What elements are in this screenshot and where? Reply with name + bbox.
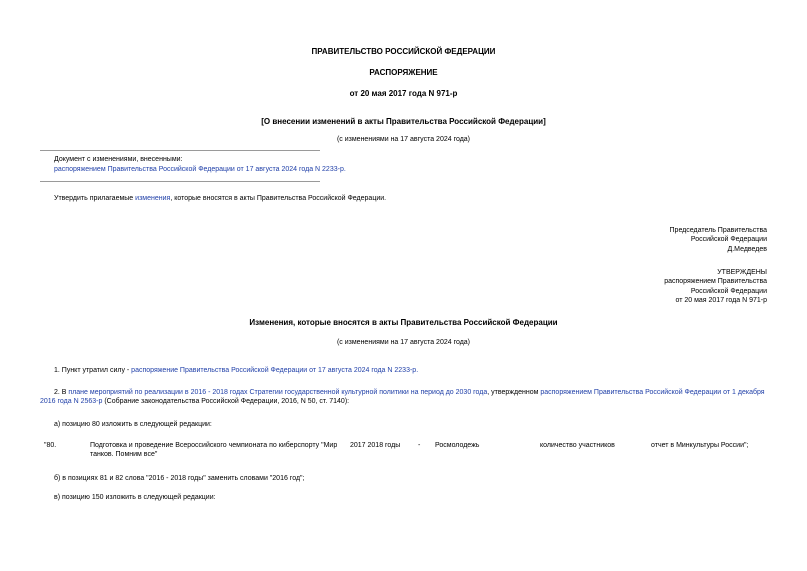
divider-bottom	[40, 181, 320, 182]
row80-description-line1: Подготовка и проведение Всероссийского чемпионата по киберспорту "Мир	[90, 442, 338, 449]
signature-name: Д.Медведев	[727, 245, 767, 253]
row80-dash: -	[418, 442, 421, 449]
sub-item-c: в) позицию 150 изложить в следующей редакции:	[54, 494, 216, 501]
approve-changes-link[interactable]: изменения	[135, 195, 171, 202]
approve-text-before: Утвердить прилагаемые	[54, 195, 136, 202]
signature-country: Российской Федерации	[690, 236, 767, 244]
approve-paragraph	[54, 194, 386, 203]
approved-country: Российской Федерации	[690, 287, 767, 295]
approved-title: УТВЕРЖДЕНЫ	[717, 269, 767, 276]
item-2-text-mid: , утвержденном	[487, 389, 541, 396]
changes-title: Изменения, которые вносятся в акты Правительства Российской Федерации	[249, 318, 558, 327]
item-1-link[interactable]: распоряжение Правительства Российской Федерации от 17 августа 2024 года N 2233-р.	[131, 367, 419, 374]
approved-by: распоряжением Правительства	[664, 278, 767, 286]
item-2	[40, 388, 770, 407]
row80-years: 2017 2018 годы	[350, 442, 401, 449]
changes-box-label: Документ с изменениями, внесенными:	[54, 156, 183, 163]
row80-organization: Росмолодежь	[435, 442, 480, 449]
approved-date: от 20 мая 2017 года N 971-р	[675, 297, 767, 305]
signature-block	[670, 226, 767, 254]
amended-note: (с изменениями на 17 августа 2024 года)	[336, 136, 471, 143]
sub-item-b: б) в позициях 81 и 82 слова "2016 - 2018 годы" заменить словами "2016 год";	[54, 475, 305, 482]
row80-description-line2: танков. Помним все"	[90, 451, 158, 459]
approved-block	[664, 268, 767, 306]
changes-box-link[interactable]: распоряжением Правительства Российской Федерации от 17 августа 2024 года N 2233-р.	[54, 166, 346, 173]
item-1	[54, 366, 418, 375]
row80-number: "80.	[44, 442, 57, 449]
item-2-plan-link[interactable]: плане мероприятий по реализации в 2016 - 2018 годах Стратегии государственной культурной политики на период до 2030 года	[68, 389, 488, 396]
sub-item-a: а) позицию 80 изложить в следующей редакции:	[54, 421, 212, 428]
row80-indicator: количество участников	[540, 442, 615, 449]
divider-top	[40, 150, 320, 151]
document-subject: [О внесении изменений в акты Правительства Российской Федерации]	[261, 117, 546, 126]
government-title: ПРАВИТЕЛЬСТВО РОССИЙСКОЙ ФЕДЕРАЦИИ	[311, 47, 496, 56]
changes-amended-note: (с изменениями на 17 августа 2024 года)	[336, 339, 471, 346]
item-1-text: 1. Пункт утратил силу -	[54, 367, 132, 374]
item-2-order-link[interactable]: распоряжением Правительства Российской Федерации от 1 декабря 2016 года N 2563-р	[40, 389, 765, 406]
document-type: РАСПОРЯЖЕНИЕ	[369, 68, 438, 77]
document-date-number: от 20 мая 2017 года N 971-р	[349, 89, 458, 98]
row80-report: отчет в Минкультуры России";	[651, 442, 749, 449]
signature-position: Председатель Правительства	[669, 227, 767, 234]
item-2-text-before: 2. В	[54, 389, 69, 396]
item-2-text-after: (Собрание законодательства Российской Федерации, 2016, N 50, ст. 7140):	[102, 398, 350, 406]
row80-description	[90, 441, 340, 460]
approve-text-after: , которые вносятся в акты Правительства Российской Федерации.	[170, 195, 387, 202]
